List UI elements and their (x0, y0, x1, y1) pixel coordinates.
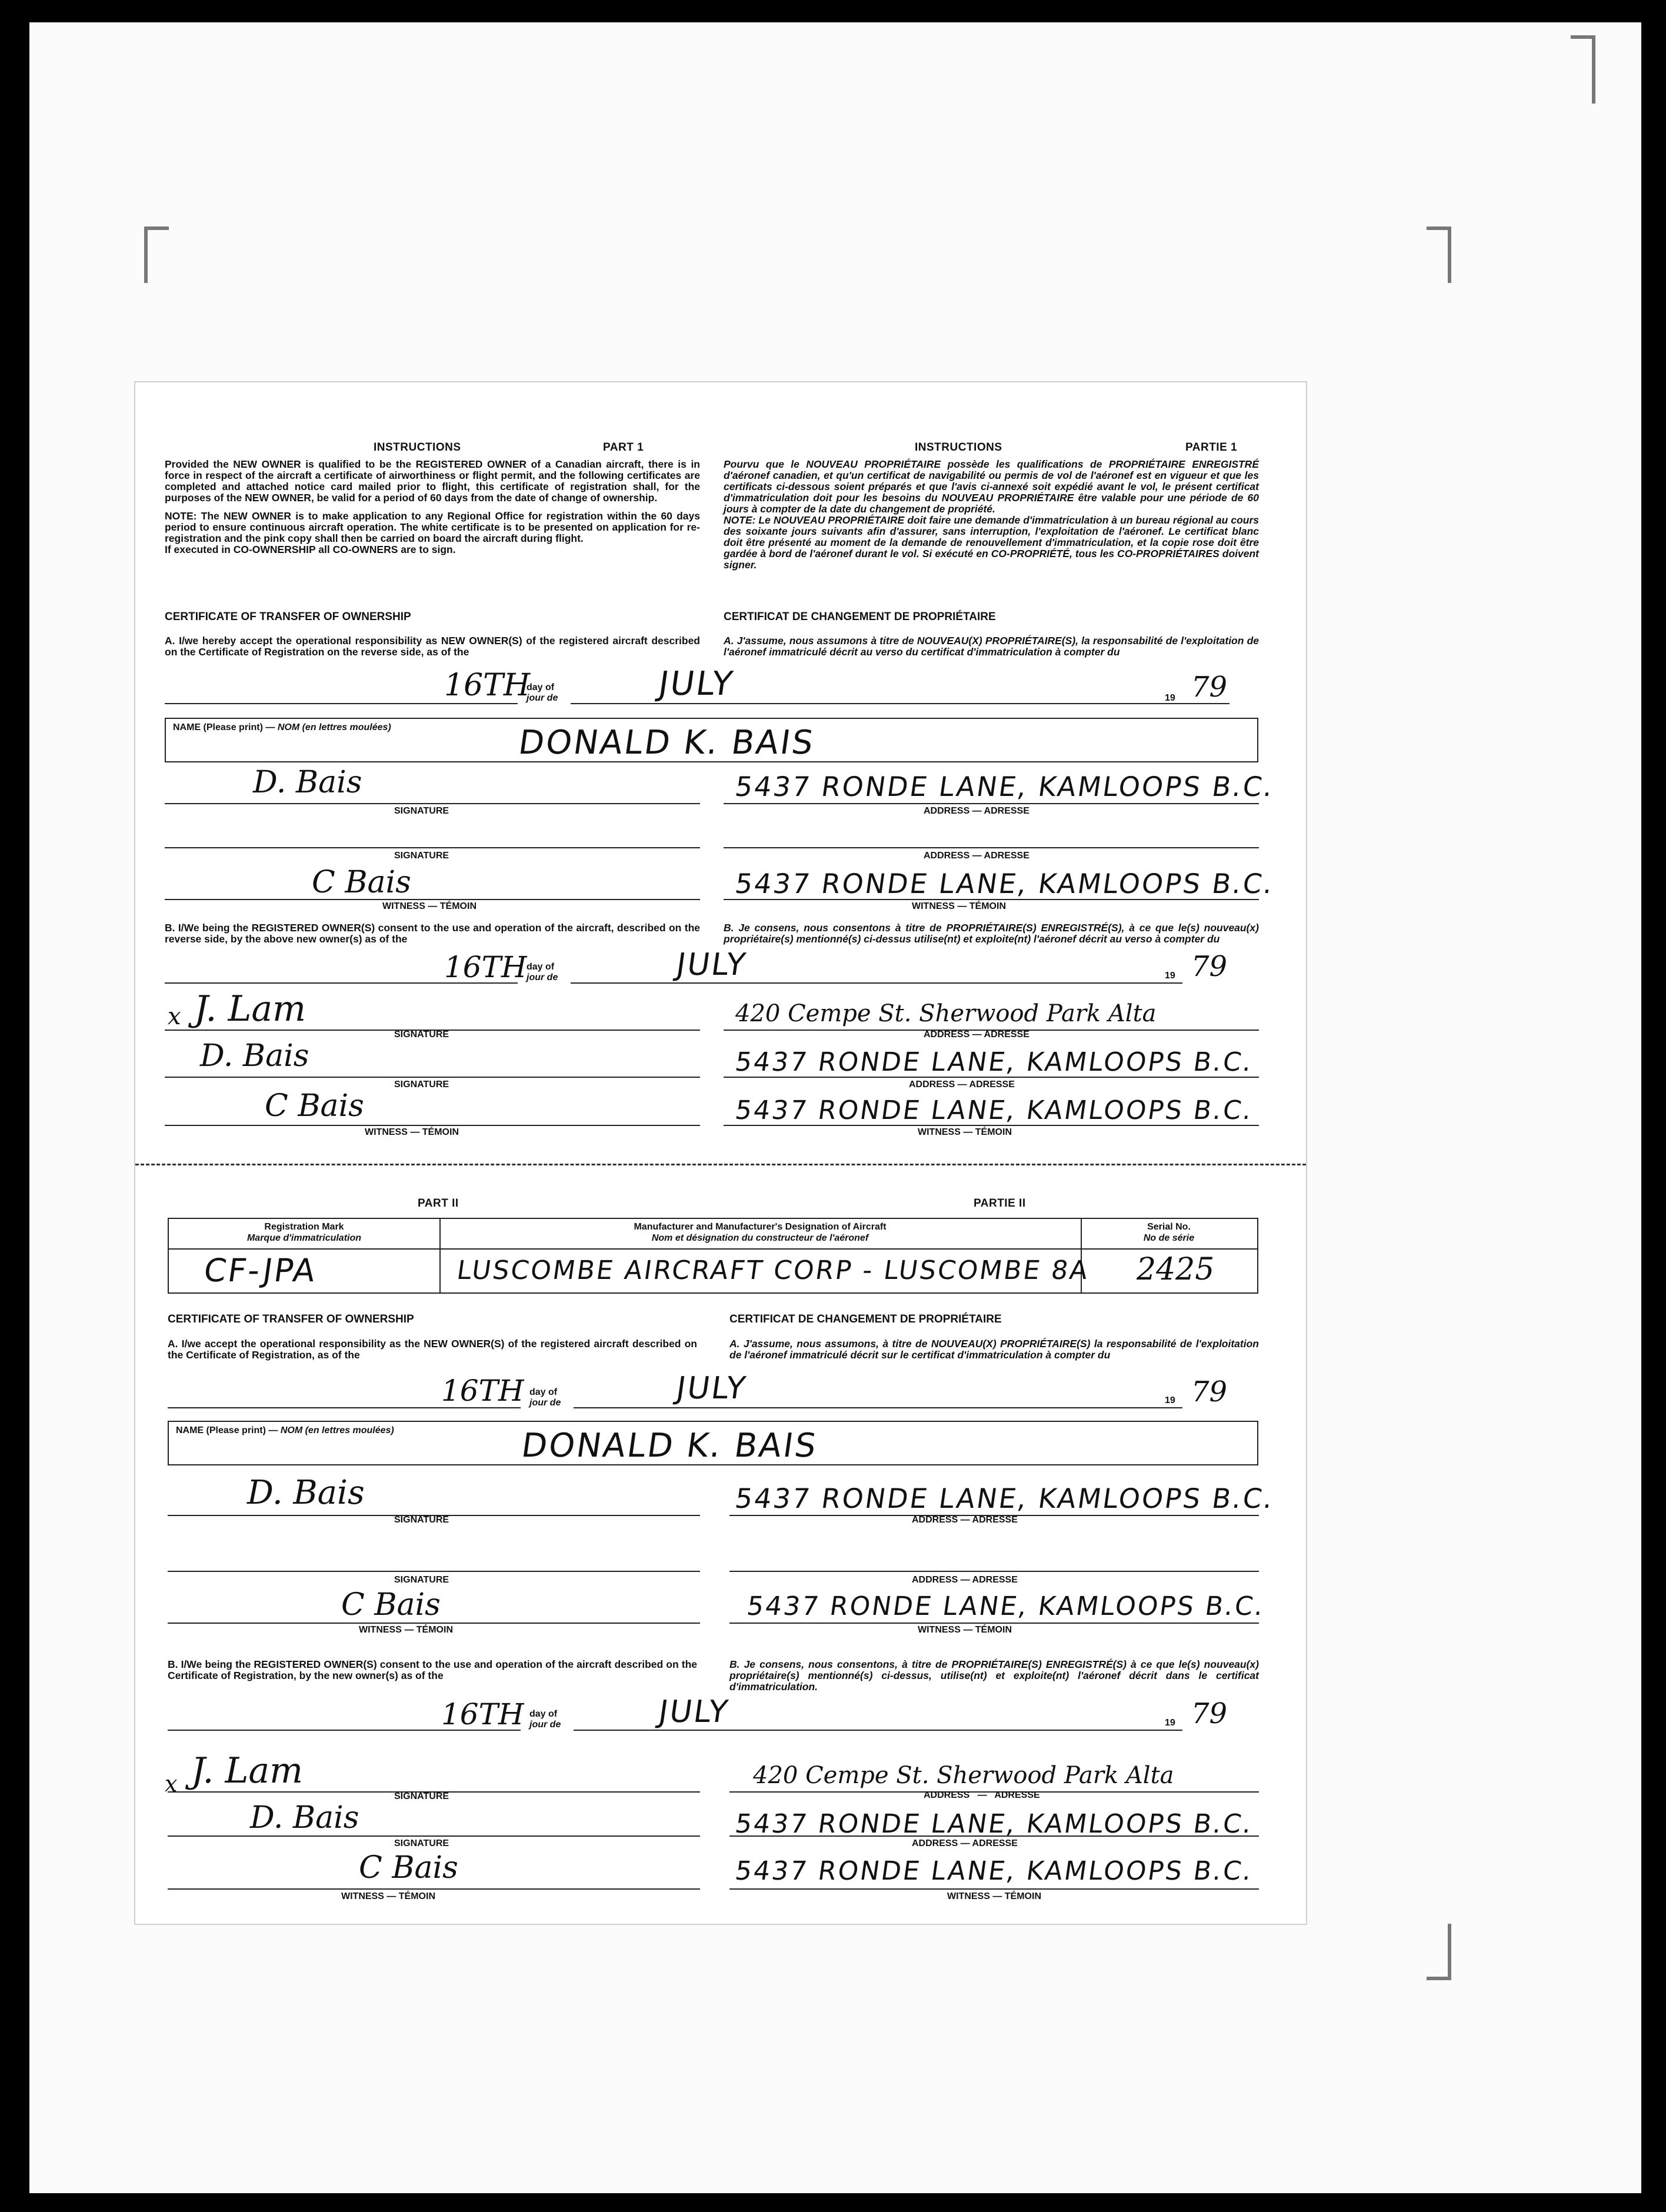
signature-line-4 (168, 1571, 700, 1572)
signature-label-2: SIGNATURE (394, 851, 449, 861)
part-1-heading-en: PART 1 (603, 441, 644, 454)
co-signature-label: SIGNATURE (394, 1080, 449, 1090)
witness-label-3: WITNESS — TÉMOIN (359, 1625, 453, 1635)
witness-address-4: 5437 RONDE LANE, KAMLOOPS B.C. (733, 1856, 1255, 1886)
witness-address-line-1 (724, 899, 1259, 900)
name-box[interactable] (165, 718, 1258, 762)
date-year: 79 (1191, 671, 1228, 704)
date-day: 16TH (444, 668, 531, 703)
new-owner-address-2: 5437 RONDE LANE, KAMLOOPS B.C. (733, 1483, 1277, 1514)
new-owner-signature: D. Bais (253, 765, 362, 800)
name-box-2[interactable] (168, 1421, 1258, 1465)
witness-address-1: 5437 RONDE LANE, KAMLOOPS B.C. (733, 868, 1277, 900)
witness-label-1: WITNESS — TÉMOIN (382, 901, 477, 911)
signature-line-2 (165, 847, 700, 848)
instructions-text-en (165, 459, 700, 555)
reg-mark-value: CF-JPA (201, 1252, 319, 1289)
year-line (1179, 703, 1229, 704)
owner-name-2: DONALD K. BAIS (519, 1427, 821, 1465)
aircraft-transfer-form (135, 382, 1306, 1924)
co-owner-signature: D. Bais (200, 1038, 309, 1074)
clause-b-fr-2: B. Je consens, nous consentons, à titre de PROPRIÉTAIRE(S) ENREGISTRÉ(S) à ce que le(s) nouveau(x) propriétaire(s) mentionné(s) ci-dessus, utilise(nt) et exploite(nt) l'aéronef décrit dans le certificat d'immatriculation. (729, 1658, 1259, 1693)
signature-line-1 (165, 803, 700, 804)
day-of-label-3: day of jour de (529, 1709, 561, 1730)
witness-address-label-2: WITNESS — TÉMOIN (918, 1127, 1012, 1137)
reg-signature-label-2: SIGNATURE (394, 1791, 449, 1801)
witness-label-2: WITNESS — TÉMOIN (365, 1127, 459, 1137)
witness-address-3: 5437 RONDE LANE, KAMLOOPS B.C. (745, 1591, 1267, 1621)
co-signature-line (165, 1077, 700, 1078)
reg-owner-signature: J. Lam (194, 988, 306, 1030)
month-line-3 (574, 1730, 1182, 1731)
witness-line-3 (168, 1623, 700, 1624)
date-year-3: 79 (1191, 1697, 1228, 1730)
address-label-4: ADDRESS — ADRESSE (912, 1575, 1018, 1585)
part-2-heading-fr: PARTIE II (974, 1197, 1026, 1210)
address-label-2: ADDRESS — ADRESSE (924, 851, 1029, 861)
address-line-4 (729, 1571, 1259, 1572)
witness-address-label-1: WITNESS — TÉMOIN (912, 901, 1006, 911)
serial-value: 2425 (1137, 1252, 1215, 1287)
date-day-3: 16TH (441, 1697, 524, 1731)
year-prefix-b: 19 (1165, 971, 1175, 981)
date-day-2: 16TH (441, 1374, 524, 1408)
witness-address-2: 5437 RONDE LANE, KAMLOOPS B.C. (733, 1095, 1255, 1125)
name-label-2: NAME (Please print) — NOM (en lettres moulées) (176, 1425, 394, 1435)
co-signature-line-2 (168, 1835, 700, 1837)
perforation-line (135, 1164, 1306, 1165)
cert-title-fr-2: CERTIFICAT DE CHANGEMENT DE PROPRIÉTAIRE (729, 1313, 1002, 1325)
owner-name: DONALD K. BAIS (516, 724, 818, 762)
new-owner-signature-2: D. Bais (247, 1474, 365, 1512)
witness-signature-4: C Bais (359, 1850, 458, 1885)
witness-signature-2: C Bais (265, 1088, 364, 1124)
witness-label-4: WITNESS — TÉMOIN (341, 1891, 435, 1901)
instructions-coowner-en: If executed in CO-OWNERSHIP all CO-OWNERS are to sign. (165, 544, 456, 555)
month-line (571, 703, 1182, 704)
reg-address-label-2: ADDRESS — ADRESSE (924, 1790, 1040, 1800)
manufacturer-value: LUSCOMBE AIRCRAFT CORP - LUSCOMBE 8A (455, 1255, 1091, 1285)
instructions-para-1-en: Provided the NEW OWNER is qualified to be the REGISTERED OWNER of a Canadian aircraft, there is in force in respect of the aircraft a certificate of airworthiness or flight permit, and the following certificates are completed and attached notice card mailed prior to flight, this certificate of registration shall, for the purposes of the NEW OWNER, be valid for a period of 60 days from the date of change of ownership. (165, 458, 700, 504)
part-2-heading-en: PART II (418, 1197, 459, 1210)
address-line-2 (724, 847, 1259, 848)
reg-owner-mark-2: x (165, 1771, 178, 1797)
co-address-label: ADDRESS — ADRESSE (909, 1080, 1015, 1090)
clause-a-fr-2: A. J'assume, nous assumons, à titre de NOUVEAU(X) PROPRIÉTAIRE(S) la responsabilité de l'exploitation de l'aéronef immatriculé décrit sur le certificat d'immatriculation à compter du (729, 1338, 1259, 1361)
year-prefix-2: 19 (1165, 1395, 1175, 1405)
witness-signature-3: C Bais (341, 1587, 441, 1623)
witness-line-4 (168, 1888, 700, 1890)
date-month-2: JULY (674, 1371, 749, 1406)
crop-mark-top-left (144, 226, 169, 283)
date-year-b: 79 (1191, 950, 1228, 983)
name-label: NAME (Please print) — NOM (en lettres moulées) (173, 722, 391, 732)
cert-title-en: CERTIFICATE OF TRANSFER OF OWNERSHIP (165, 611, 411, 623)
clause-b-fr: B. Je consens, nous consentons à titre de PROPRIÉTAIRE(S) ENREGISTRÉ(S), à ce que le(s) nouveau(x) propriétaire(s) mentionné(s) ci-dessus utilise(nt) et exploite(nt) l'aéronef décrit au verso à compter du (724, 922, 1259, 945)
instructions-note-fr: NOTE: Le NOUVEAU PROPRIÉTAIRE doit faire une demande d'immatriculation à un bureau régional au cours des soixante jours suivants afin d'assurer, sans interruption, l'exploitation de l'aéronef. Le certificat blanc doit être présenté au moment de la demande de renouvellement d'immatriculation, et la copie rose doit être gardée à bord de l'aéronef durant le vol. Si exécuté en CO-PROPRIÉTÉ, tous les CO-PROPRIÉTAIRES doivent signer. (724, 514, 1259, 571)
crop-mark-bottom-right (1427, 1924, 1451, 1980)
instructions-heading-fr: INSTRUCTIONS (915, 441, 1002, 454)
witness-line-2 (165, 1125, 700, 1126)
day-of-label-b: day of jour de (527, 962, 558, 982)
date-month-3: JULY (656, 1694, 732, 1730)
co-owner-signature-2: D. Bais (250, 1800, 359, 1835)
reg-owner-mark: x (168, 1003, 181, 1030)
instructions-text-fr (724, 459, 1259, 571)
manufacturer-header: Manufacturer and Manufacturer's Designation of Aircraft Nom et désignation du constructeur de l'aéronef (634, 1222, 887, 1243)
address-line-1 (724, 803, 1259, 804)
table-header-divider (169, 1248, 1257, 1250)
part-1-heading-fr: PARTIE 1 (1185, 441, 1238, 454)
instructions-para-1-fr: Pourvu que le NOUVEAU PROPRIÉTAIRE possède les qualifications de PROPRIÉTAIRE ENREGISTRÉ d'aéronef canadien, et qu'un certificat de navigabilité ou permis de vol de l'aéronef est en vigueur et que les certificats ci-dessous soient préparés et que l'avis ci-annexé soit expédié avant le vol, le présent certificat d'immatriculation doit pour les besoins du NOUVEAU PROPRIÉTAIRE être valable pour une période de 60 jours à compter de la date du changement de propriété. (724, 458, 1259, 515)
cert-title-fr: CERTIFICAT DE CHANGEMENT DE PROPRIÉTAIRE (724, 611, 996, 623)
month-line-b (571, 982, 1182, 984)
reg-owner-address-2: 420 Cempe St. Sherwood Park Alta (753, 1762, 1174, 1789)
signature-label-1: SIGNATURE (394, 806, 449, 816)
new-owner-address: 5437 RONDE LANE, KAMLOOPS B.C. (733, 771, 1277, 802)
aircraft-table (168, 1218, 1258, 1294)
serial-header: Serial No. No de série (1143, 1222, 1195, 1243)
co-address-label-2: ADDRESS — ADRESSE (912, 1838, 1018, 1848)
year-prefix-3: 19 (1165, 1718, 1175, 1728)
instructions-heading-en: INSTRUCTIONS (374, 441, 461, 454)
instructions-note-en: NOTE: The NEW OWNER is to make application to any Regional Office for registration within the 60 days period to ensure continuous aircraft operation. The white certificate is to be presented on application for re-registration and the pink copy shall then be carried on board the aircraft during flight. (165, 510, 700, 544)
clause-a-en-2: A. I/we accept the operational responsibility as the NEW OWNER(S) of the registered aircraft described on the Certificate of Registration, as of the (168, 1338, 697, 1361)
address-label-3: ADDRESS — ADRESSE (912, 1515, 1018, 1525)
clause-a-en: A. I/we hereby accept the operational responsibility as NEW OWNER(S) of the registered aircraft described on the Certificate of Registration on the reverse side, as of the (165, 635, 700, 658)
crop-mark-top-right (1571, 35, 1595, 104)
reg-signature-label: SIGNATURE (394, 1030, 449, 1040)
reg-owner-signature-2: J. Lam (191, 1750, 304, 1791)
day-of-label: day of jour de (527, 682, 558, 703)
crop-mark-mid-right (1427, 226, 1451, 283)
reg-address-label: ADDRESS — ADRESSE (924, 1030, 1029, 1040)
year-prefix: 19 (1165, 693, 1175, 703)
witness-line-1 (165, 899, 700, 900)
date-year-2: 79 (1191, 1375, 1228, 1408)
address-label-1: ADDRESS — ADRESSE (924, 806, 1029, 816)
date-month-b: JULY (674, 947, 749, 982)
date-month: JULY (656, 665, 737, 703)
co-address-line (724, 1077, 1259, 1078)
clause-a-fr: A. J'assume, nous assumons à titre de NOUVEAU(X) PROPRIÉTAIRE(S), la responsabilité de l'exploitation de l'aéronef immatriculé décrit au verso du certificat d'immatriculation à compter du (724, 635, 1259, 658)
clause-b-en-2: B. I/We being the REGISTERED OWNER(S) consent to the use and operation of the aircraft described on the Certificate of Registration, by the new owner(s) as of the (168, 1658, 697, 1681)
witness-address-label-4: WITNESS — TÉMOIN (947, 1891, 1041, 1901)
witness-address-line-4 (729, 1888, 1259, 1890)
signature-label-4: SIGNATURE (394, 1575, 449, 1585)
day-line (165, 703, 518, 704)
day-of-label-2: day of jour de (529, 1387, 561, 1408)
co-owner-address: 5437 RONDE LANE, KAMLOOPS B.C. (733, 1047, 1255, 1077)
witness-signature-1: C Bais (312, 865, 411, 900)
co-address-line-2 (729, 1835, 1259, 1837)
reg-owner-address: 420 Cempe St. Sherwood Park Alta (735, 1000, 1157, 1027)
co-signature-label-2: SIGNATURE (394, 1838, 449, 1848)
signature-label-3: SIGNATURE (394, 1515, 449, 1525)
witness-address-line-3 (729, 1623, 1259, 1624)
witness-address-line-2 (724, 1125, 1259, 1126)
co-owner-address-2: 5437 RONDE LANE, KAMLOOPS B.C. (733, 1809, 1255, 1839)
clause-b-en: B. I/We being the REGISTERED OWNER(S) consent to the use and operation of the aircraft, described on the reverse side, by the above new owner(s) as of the (165, 922, 700, 945)
reg-mark-header: Registration Mark Marque d'immatriculation (246, 1222, 362, 1243)
date-day-b: 16TH (444, 950, 527, 984)
cert-title-en-2: CERTIFICATE OF TRANSFER OF OWNERSHIP (168, 1313, 414, 1325)
witness-address-label-3: WITNESS — TÉMOIN (918, 1625, 1012, 1635)
month-line-2 (574, 1407, 1182, 1408)
